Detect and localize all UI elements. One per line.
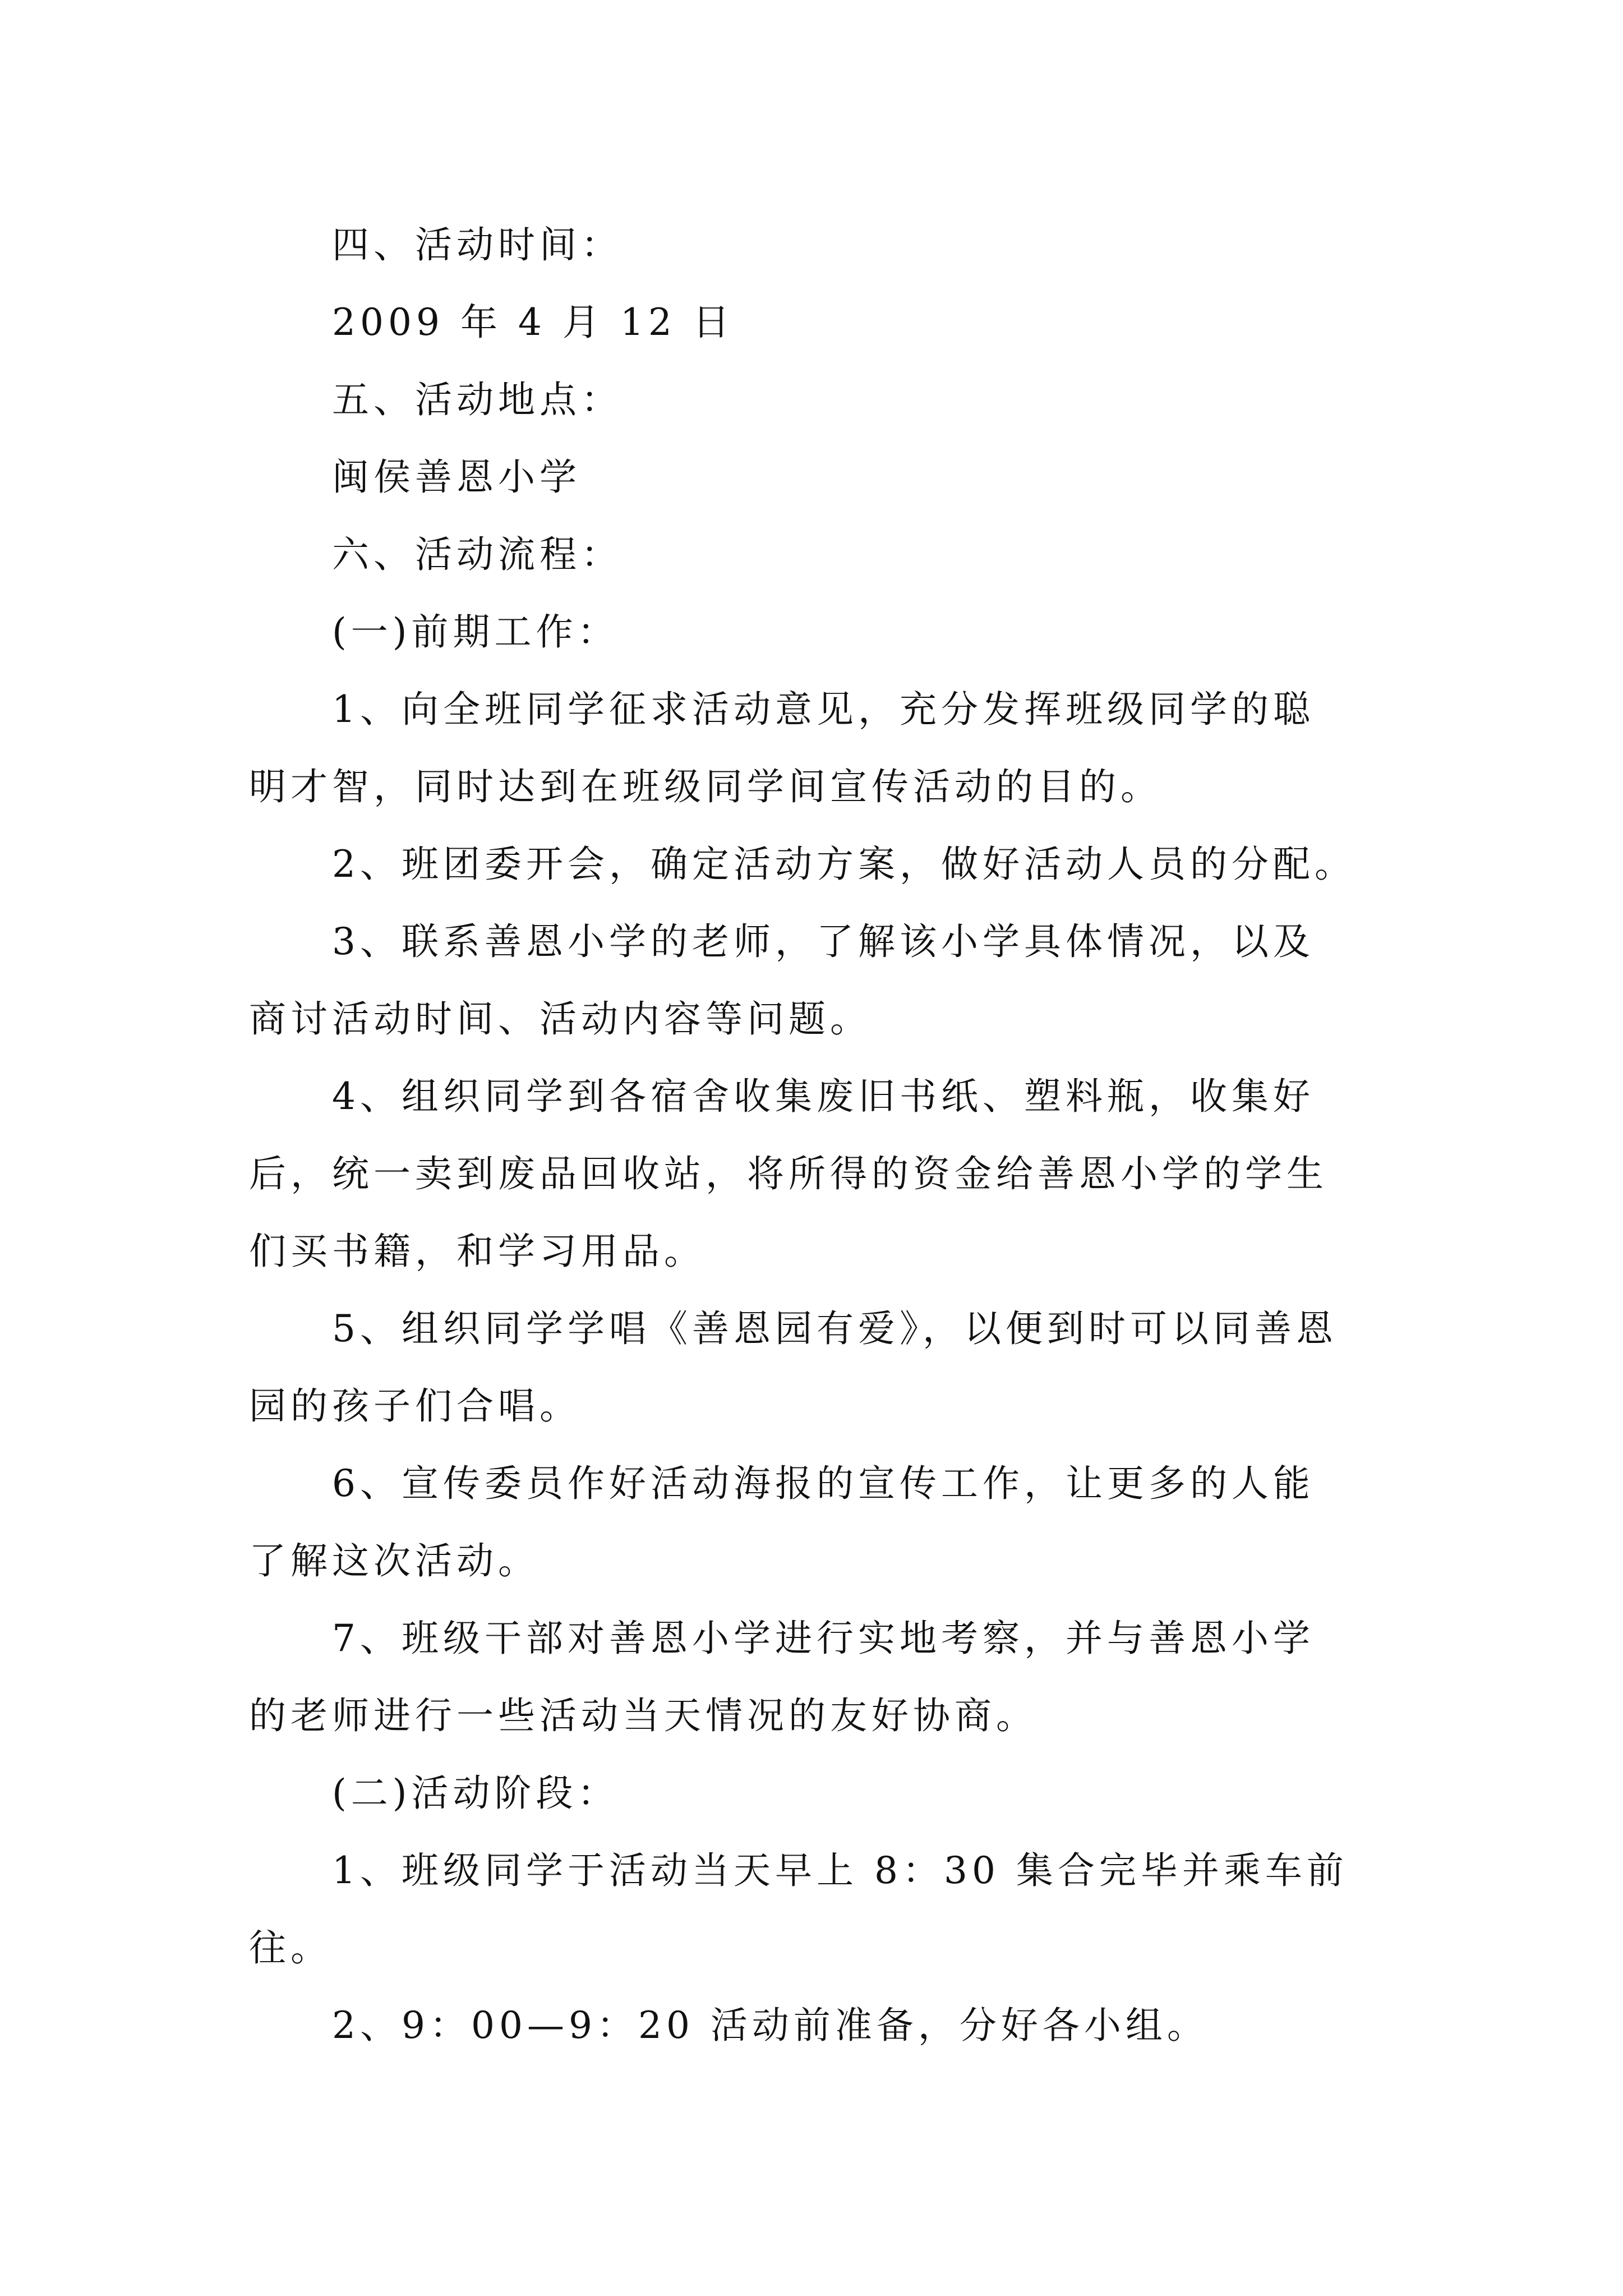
- paragraph-line: 明才智，同时达到在班级同学间宣传活动的目的。: [249, 765, 1162, 808]
- paragraph-line: 往。: [249, 1926, 332, 1970]
- paragraph-line: 1、向全班同学征求活动意见，充分发挥班级同学的聪: [332, 688, 1315, 731]
- paragraph-line: 6、宣传委员作好活动海报的宣传工作，让更多的人能: [332, 1462, 1315, 1505]
- section-heading-location: 五、活动地点：: [332, 378, 623, 421]
- paragraph-line: 2、9：00—9：20 活动前准备，分好各小组。: [332, 2004, 1209, 2047]
- paragraph-line: 5、组织同学学唱《善恩园有爱》，以便到时可以同善恩: [332, 1307, 1338, 1350]
- paragraph-line: 1、班级同学于活动当天早上 8：30 集合完毕并乘车前: [332, 1849, 1348, 1892]
- subheading-activity-stage: (二)活动阶段：: [332, 1772, 619, 1815]
- subheading-preparation: (一)前期工作：: [332, 610, 619, 654]
- activity-date: 2009 年 4 月 12 日: [332, 301, 734, 344]
- paragraph-line: 3、联系善恩小学的老师，了解该小学具体情况，以及: [332, 920, 1315, 963]
- paragraph-line: 园的孩子们合唱。: [249, 1384, 581, 1428]
- paragraph-line: 7、班级干部对善恩小学进行实地考察，并与善恩小学: [332, 1617, 1315, 1660]
- activity-location: 闽侯善恩小学: [332, 455, 581, 499]
- paragraph-line: 们买书籍，和学习用品。: [249, 1230, 706, 1273]
- paragraph-line: 的老师进行一些活动当天情况的友好协商。: [249, 1694, 1038, 1737]
- paragraph-line: 4、组织同学到各宿舍收集废旧书纸、塑料瓶，收集好: [332, 1075, 1315, 1118]
- section-heading-process: 六、活动流程：: [332, 533, 623, 576]
- paragraph-line: 商讨活动时间、活动内容等问题。: [249, 997, 872, 1041]
- paragraph-line: 2、班团委开会，确定活动方案，做好活动人员的分配。: [332, 843, 1356, 886]
- paragraph-line: 了解这次活动。: [249, 1539, 540, 1582]
- section-heading-time: 四、活动时间：: [332, 223, 623, 266]
- paragraph-line: 后，统一卖到废品回收站，将所得的资金给善恩小学的学生: [249, 1152, 1328, 1195]
